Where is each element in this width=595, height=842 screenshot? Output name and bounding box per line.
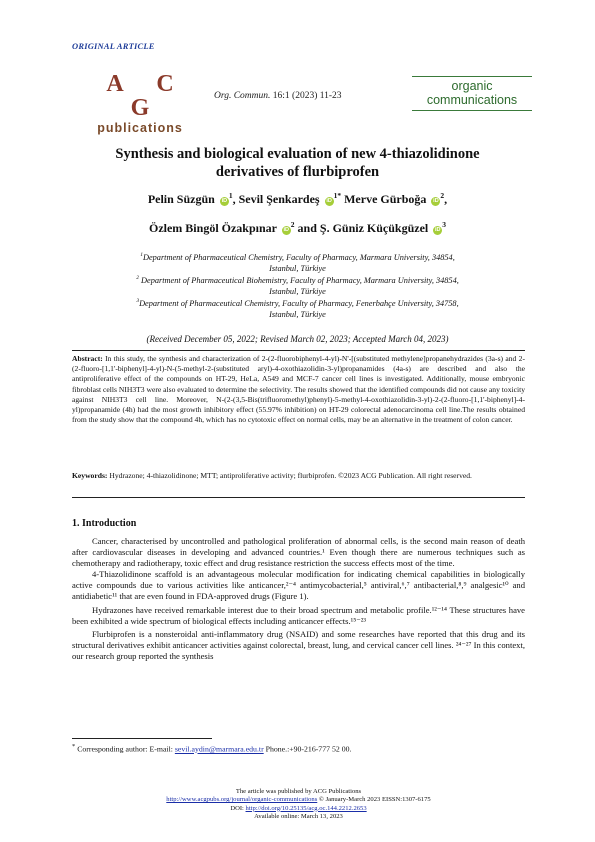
acg-logo-subtitle: publications bbox=[97, 121, 183, 135]
abstract bbox=[72, 354, 525, 425]
paragraph: Hydrazones have received remarkable interest due to their broad spectrum and metabolic profile.¹²⁻¹⁴ These structures have been exhibited a wide spectrum of biological effects including anticancer effects.¹⁵⁻²³ bbox=[72, 604, 525, 626]
author-separator: , bbox=[444, 192, 448, 206]
author-separator: , bbox=[232, 192, 236, 206]
affiliation-3 bbox=[70, 296, 525, 320]
corresponding-author-footnote bbox=[72, 743, 351, 754]
paragraph: Cancer, characterised by uncontrolled and pathological proliferation of abnormal cells, is the second main reason of death after cardiovascular diseases in developing and advanced countries.¹ Even though there are numerous techniques such as chemotherapy and radiotherapy, toxic effect and drug resistance restriction the success effects most of the time. bbox=[72, 536, 525, 569]
keywords bbox=[72, 471, 525, 481]
authors-line-1 bbox=[60, 191, 535, 207]
author-affiliation-mark: 3 bbox=[442, 220, 446, 229]
orcid-icon[interactable]: iD bbox=[221, 198, 228, 204]
journal-name: Org. Commun. bbox=[214, 91, 271, 101]
affiliation-1 bbox=[70, 250, 525, 274]
article-type: ORIGINAL ARTICLE bbox=[72, 41, 155, 51]
title-line-1: Synthesis and biological evaluation of new 4-thiazolidinone bbox=[115, 146, 480, 162]
acg-logo-letters: A C G bbox=[106, 71, 188, 121]
oc-logo-line1: organic bbox=[451, 79, 493, 93]
footnote-marker: * bbox=[72, 743, 76, 750]
abstract-top-rule bbox=[72, 350, 525, 351]
affiliation-mark: 1 bbox=[140, 252, 143, 258]
paragraph: Flurbiprofen is a nonsteroidal anti-inflammatory drug (NSAID) and some researches have reported that this drug and its structural derivatives exhibit anticancer activities against colorectal, breast, lung, and cervical cancer cell lines. ²⁴⁻²⁷ In this context, our research group reported the synthesis bbox=[72, 628, 525, 661]
affiliation-text: Department of Pharmaceutical Chemistry, Faculty of Pharmacy, Fenerbahçe University, 34758, bbox=[139, 298, 459, 308]
orcid-icon[interactable]: iD bbox=[326, 198, 332, 204]
orcid-icon[interactable]: iD bbox=[283, 227, 290, 233]
available-online: Available online: March 13, 2023 bbox=[254, 812, 343, 820]
affiliation-city: Istanbul, Türkiye bbox=[269, 264, 326, 274]
author-affiliation-mark: 2 bbox=[440, 191, 445, 200]
author bbox=[148, 192, 233, 206]
author-name: Merve Gürboğa bbox=[344, 192, 427, 206]
journal-citation bbox=[214, 91, 342, 101]
abstract-label: Abstract: bbox=[72, 354, 103, 363]
author-affiliation-mark: 1* bbox=[333, 191, 342, 200]
author bbox=[239, 192, 342, 206]
author-name: Özlem Bingöl Özakpınar bbox=[148, 221, 277, 235]
author-separator: and bbox=[297, 221, 317, 235]
acg-publications-logo bbox=[90, 72, 190, 135]
section-heading: 1. Introduction bbox=[72, 518, 137, 529]
publisher-line: The article was published by ACG Publications bbox=[235, 788, 362, 795]
journal-url-link[interactable]: http://www.acgpubs.org/journal/organic-communications bbox=[166, 796, 318, 804]
keywords-text: Hydrazone; 4-thiazolidinone; MTT; antiproliferative activity; flurbiprofen. ©2023 ACG Publication. All right reserved. bbox=[107, 471, 472, 480]
affiliation-2 bbox=[70, 273, 525, 297]
footnote-phone: Phone.:+90-216-777 52 00. bbox=[263, 744, 352, 754]
keywords-label: Keywords: bbox=[72, 471, 108, 480]
author-name: Pelin Süzgün bbox=[147, 192, 215, 206]
author-affiliation-mark: 1 bbox=[228, 191, 233, 200]
abstract-text: In this study, the synthesis and characterization of 2-(2-fluorobiphenyl-4-yl)-N'-[(substituted methylene]propanehydrazides (3a-s) and 2-(2-fluoro-[1,1'-biphenyl]-4-yl)-N-(5-methyl-2-(substituted aryl)-4-oxothiazolidin-3-yl)propanamides (4a-s) are described and also the antiproliferative effect of the compounds on HT-29, HeLa, A549 and MCF-7 cancer cell lines is investigated. Additionally, mouse embryonic fibroblast cells NIH3T3 were also evaluated to determine the selectivity. The results showed that the identified compounds did not cause any toxicity against NIH3T3 cell line. Moreover, N-(2-(3,5-Bis(trifluoromethyl)phenyl)-5-methyl-4-oxothiazolidin-3-yl)-2-(2-fluoro-[1,1'-biphenyl]-4-yl)propanamide (4h) had the most growth inhibitory effect (55.97% inhibition) on HT-29 colorectal adenocarcinoma cell line.The results obtained from the study show that the compound 4h, which has no cytotoxic effect on normal cells, may be an alternative in the treatment of colon cancer. bbox=[72, 354, 525, 425]
affiliation-text: Department of Pharmaceutical Biohemistry, Faculty of Pharmacy, Marmara University, 34854, bbox=[138, 275, 459, 285]
email-link[interactable]: sevil.aydin@marmara.edu.tr bbox=[174, 744, 264, 754]
footnote-label: Corresponding author: E-mail: bbox=[75, 744, 175, 754]
doi-link[interactable]: http://doi.org/10.25135/acg.oc.144.2212.2653 bbox=[245, 804, 367, 812]
affiliation-mark: 2 bbox=[136, 275, 139, 281]
doi-label: DOI: bbox=[230, 804, 246, 812]
orcid-icon[interactable]: iD bbox=[433, 198, 439, 204]
affiliation-city: Istanbul, Türkiye bbox=[269, 287, 326, 297]
author bbox=[149, 221, 295, 235]
affiliation-city: Istanbul, Türkiye bbox=[269, 310, 326, 320]
oc-logo-line2: communications bbox=[426, 93, 518, 107]
journal-volume: 16:1 (2023) 11-23 bbox=[270, 91, 342, 101]
author bbox=[344, 192, 444, 206]
footnote-rule bbox=[72, 738, 212, 739]
received-dates: (Received December 05, 2022; Revised March 02, 2023; Accepted March 04, 2023) bbox=[146, 334, 449, 344]
author-affiliation-mark: 2 bbox=[290, 220, 295, 229]
publication-info bbox=[72, 788, 525, 821]
author-name: Sevil Şenkardeş bbox=[238, 192, 320, 206]
affiliation-mark: 3 bbox=[136, 298, 140, 304]
introduction-body bbox=[72, 536, 525, 662]
issue-info: © January-March 2023 EISSN:1307-6175 bbox=[317, 796, 431, 804]
article-title bbox=[60, 145, 535, 181]
paragraph: 4-Thiazolidinone scaffold is an advantageous molecular modification for indicating chemical capabilities in biologically active compounds due to various activities like anticancer,²⁻⁴ antimycobacterial,⁵ antiviral,⁶,⁷ antibacterial,⁸,⁹ analgesic¹⁰ and antidiabetic¹¹ that are even found in FDA-approved drugs (Figure 1). bbox=[72, 569, 525, 602]
author-name: Ş. Güniz Küçükgüzel bbox=[319, 221, 429, 235]
author bbox=[320, 221, 446, 235]
title-line-2: derivatives of flurbiprofen bbox=[215, 164, 380, 180]
organic-communications-logo bbox=[412, 76, 532, 111]
affiliation-text: Department of Pharmaceutical Chemistry, Faculty of Pharmacy, Marmara University, 34854, bbox=[142, 252, 455, 262]
abstract-bottom-rule bbox=[72, 497, 525, 498]
authors-line-2 bbox=[60, 220, 535, 236]
orcid-icon[interactable]: iD bbox=[435, 227, 441, 233]
